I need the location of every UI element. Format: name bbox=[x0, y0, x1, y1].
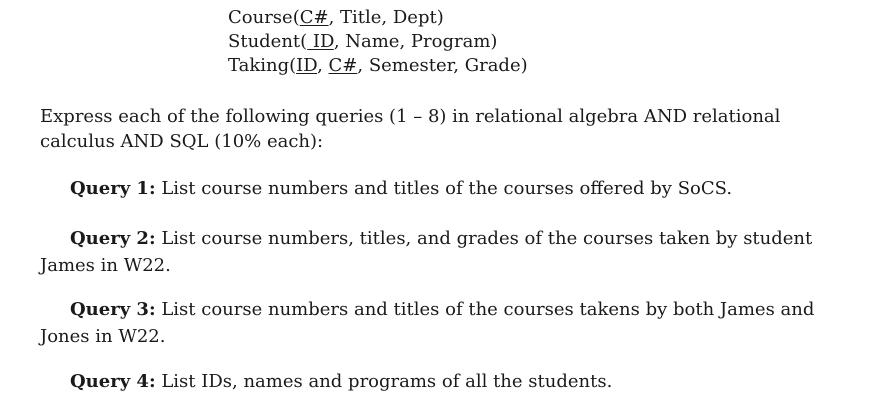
query-label: Query 4: bbox=[70, 371, 156, 392]
primary-key: ID bbox=[307, 31, 334, 52]
query-item bbox=[40, 225, 850, 279]
query-label: Query 2: bbox=[70, 228, 156, 249]
separator: , bbox=[317, 55, 329, 76]
relation-attributes: , Title, Dept) bbox=[328, 7, 444, 28]
relation-name: Taking( bbox=[228, 55, 297, 76]
query-label: Query 1: bbox=[70, 178, 156, 199]
relation-name: Student( bbox=[228, 31, 308, 52]
query-item bbox=[40, 368, 850, 395]
relation-name: Course( bbox=[228, 7, 300, 28]
query-text: List IDs, names and programs of all the students. bbox=[161, 371, 613, 392]
primary-key: C# bbox=[328, 55, 358, 76]
relation-schema bbox=[228, 6, 528, 78]
primary-key: C# bbox=[299, 7, 329, 28]
query-text: List course numbers and titles of the courses takens by both James and Jones in W22. bbox=[40, 299, 815, 347]
taking-relation bbox=[228, 54, 528, 78]
instructions-paragraph: Express each of the following queries (1 – 8) in relational algebra AND relational calculus AND SQL (10% each): bbox=[40, 106, 781, 152]
student-relation bbox=[228, 30, 528, 54]
relation-attributes: , Semester, Grade) bbox=[357, 55, 528, 76]
query-label: Query 3: bbox=[70, 299, 156, 320]
query-text: List course numbers, titles, and grades of the courses taken by student James in W22. bbox=[40, 228, 813, 276]
primary-key: ID bbox=[296, 55, 318, 76]
relation-attributes: , Name, Program) bbox=[333, 31, 498, 52]
query-item bbox=[40, 175, 850, 202]
query-text: List course numbers and titles of the courses offered by SoCS. bbox=[161, 178, 733, 199]
course-relation bbox=[228, 6, 528, 30]
query-item bbox=[40, 296, 850, 350]
